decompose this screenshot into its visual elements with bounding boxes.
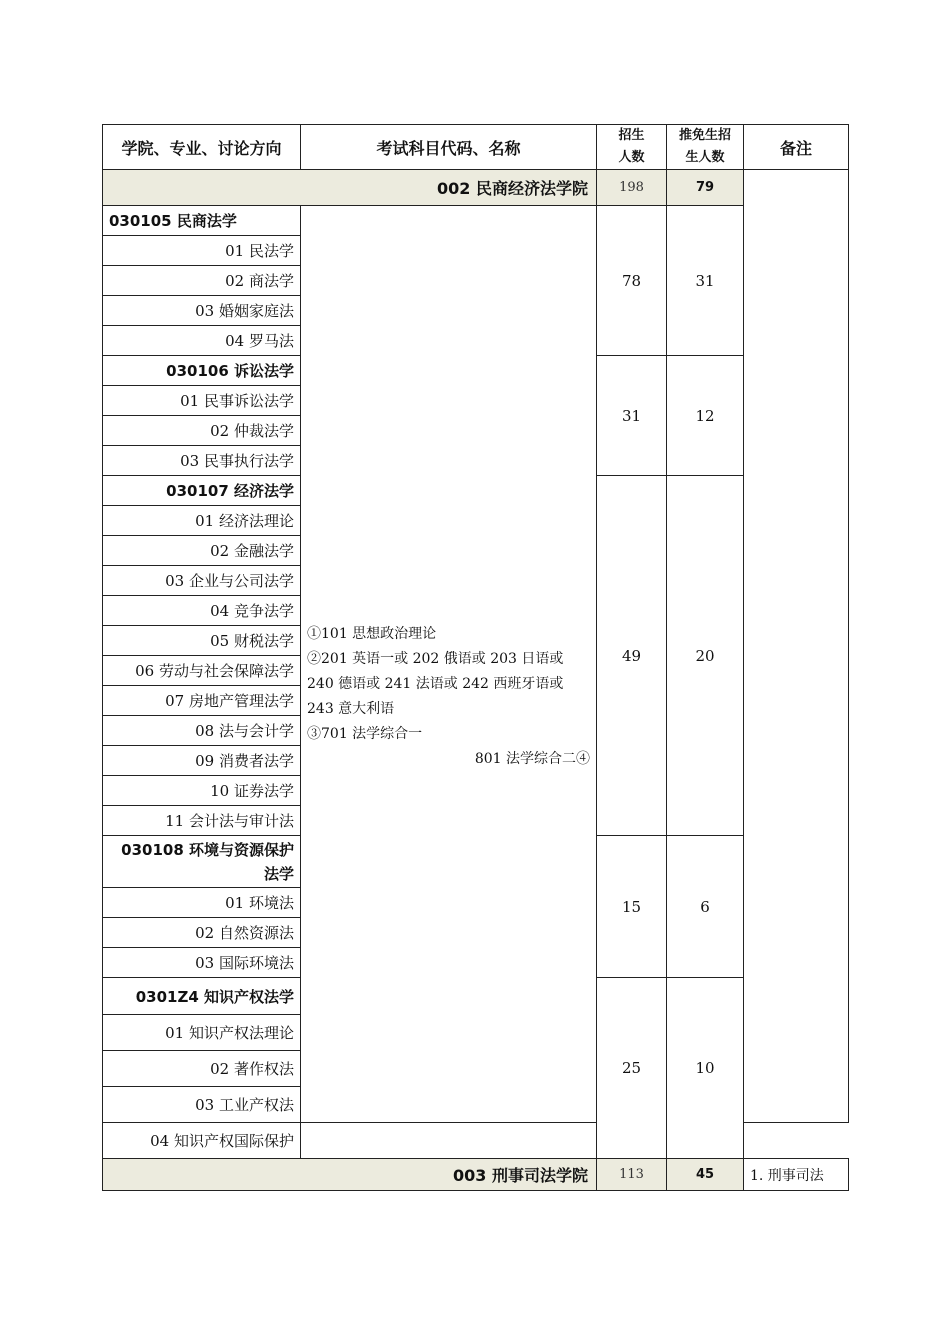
direction: 01 经济法理论 bbox=[103, 506, 301, 536]
direction: 06 劳动与社会保障法学 bbox=[103, 656, 301, 686]
college-row-003 bbox=[103, 1159, 849, 1191]
direction: 01 环境法 bbox=[103, 888, 301, 918]
exam-line: 801 法学综合二④ bbox=[474, 751, 590, 767]
major-exempt: 10 bbox=[667, 978, 744, 1159]
major-name: 0301Z4 知识产权法学 bbox=[103, 978, 301, 1015]
direction: 03 企业与公司法学 bbox=[103, 566, 301, 596]
notes-cell bbox=[744, 170, 849, 1123]
direction: 05 财税法学 bbox=[103, 626, 301, 656]
college-row-002 bbox=[103, 170, 849, 206]
direction: 02 金融法学 bbox=[103, 536, 301, 566]
major-enroll: 78 bbox=[597, 206, 667, 356]
exam-line: 243 意大利语 bbox=[307, 701, 395, 717]
direction: 08 法与会计学 bbox=[103, 716, 301, 746]
major-enroll: 15 bbox=[597, 836, 667, 978]
direction: 01 知识产权法理论 bbox=[103, 1015, 301, 1051]
college-name: 003 刑事司法学院 bbox=[103, 1159, 597, 1191]
header-exempt: 推免生招 生人数 bbox=[667, 125, 744, 170]
direction: 01 民事诉讼法学 bbox=[103, 386, 301, 416]
major-enroll: 49 bbox=[597, 476, 667, 836]
direction: 03 国际环境法 bbox=[103, 948, 301, 978]
college-name: 002 民商经济法学院 bbox=[103, 170, 597, 206]
header-enroll: 招生 人数 bbox=[597, 125, 667, 170]
direction: 03 民事执行法学 bbox=[103, 446, 301, 476]
major-exempt: 6 bbox=[667, 836, 744, 978]
college-enroll: 113 bbox=[597, 1159, 667, 1191]
direction: 04 竞争法学 bbox=[103, 596, 301, 626]
table-row bbox=[103, 206, 849, 236]
major-name: 030105 民商法学 bbox=[103, 206, 301, 236]
exam-line: ②201 英语一或 202 俄语或 203 日语或 bbox=[307, 651, 564, 667]
direction: 03 婚姻家庭法 bbox=[103, 296, 301, 326]
college-enroll: 198 bbox=[597, 170, 667, 206]
direction: 01 民法学 bbox=[103, 236, 301, 266]
major-exempt: 20 bbox=[667, 476, 744, 836]
major-name: 030106 诉讼法学 bbox=[103, 356, 301, 386]
header-exam-subjects: 考试科目代码、名称 bbox=[301, 125, 597, 170]
major-name: 030108 环境与资源保护 法学 bbox=[103, 836, 301, 888]
enrollment-table bbox=[102, 124, 849, 1191]
header-notes: 备注 bbox=[744, 125, 849, 170]
direction: 07 房地产管理法学 bbox=[103, 686, 301, 716]
direction: 02 著作权法 bbox=[103, 1051, 301, 1087]
exam-line: ①101 思想政治理论 bbox=[307, 626, 437, 642]
major-exempt: 12 bbox=[667, 356, 744, 476]
exam-line: ③701 法学综合一 bbox=[307, 726, 423, 742]
direction: 04 罗马法 bbox=[103, 326, 301, 356]
direction: 10 证券法学 bbox=[103, 776, 301, 806]
major-enroll: 25 bbox=[597, 978, 667, 1159]
header-row bbox=[103, 125, 849, 170]
college-exempt: 79 bbox=[667, 170, 744, 206]
major-enroll: 31 bbox=[597, 356, 667, 476]
major-name: 030107 经济法学 bbox=[103, 476, 301, 506]
college-note: 1. 刑事司法 bbox=[744, 1159, 849, 1191]
direction: 03 工业产权法 bbox=[103, 1087, 301, 1123]
direction: 04 知识产权国际保护 bbox=[103, 1123, 301, 1159]
exam-line: 240 德语或 241 法语或 242 西班牙语或 bbox=[307, 676, 564, 692]
direction: 09 消费者法学 bbox=[103, 746, 301, 776]
direction: 02 仲裁法学 bbox=[103, 416, 301, 446]
direction: 11 会计法与审计法 bbox=[103, 806, 301, 836]
college-exempt: 45 bbox=[667, 1159, 744, 1191]
exam-subjects-cell bbox=[301, 206, 597, 1123]
major-exempt: 31 bbox=[667, 206, 744, 356]
header-college-major: 学院、专业、讨论方向 bbox=[103, 125, 301, 170]
direction: 02 自然资源法 bbox=[103, 918, 301, 948]
direction: 02 商法学 bbox=[103, 266, 301, 296]
